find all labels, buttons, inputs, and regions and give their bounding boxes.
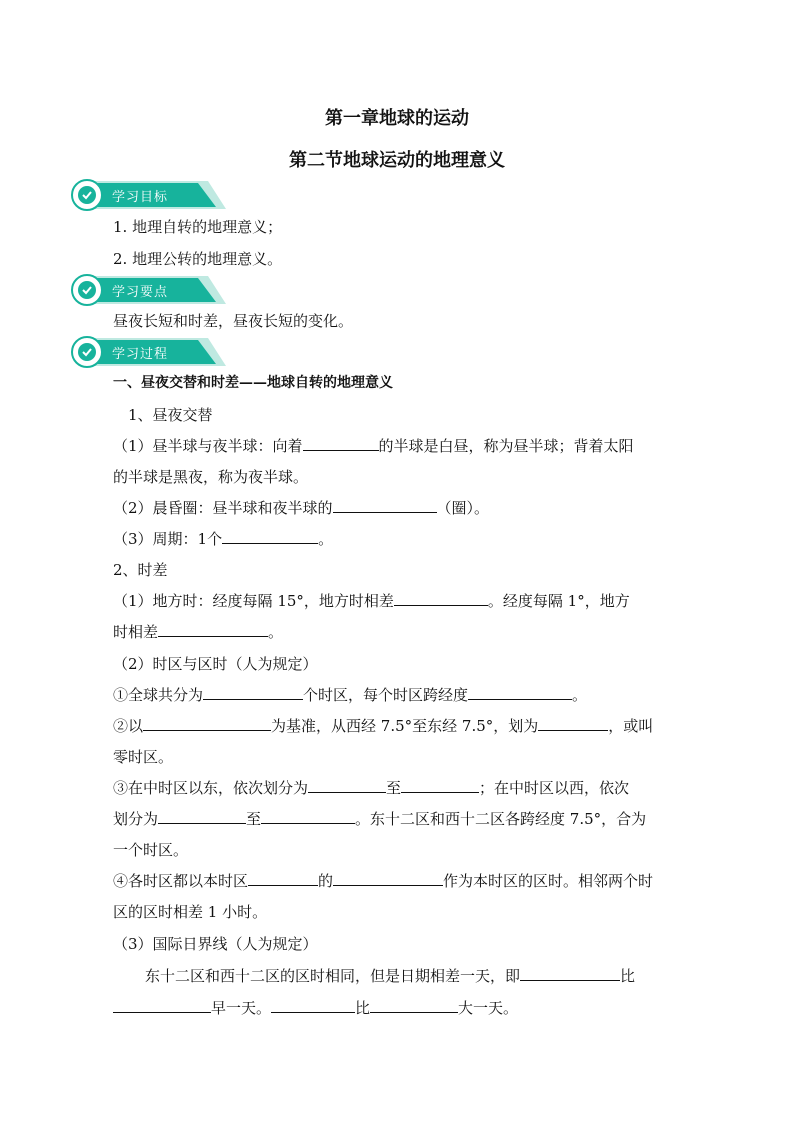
date-line-text-2 [113,997,518,1018]
para-night-hemisphere: 的半球是黑夜，称为夜半球。 [113,468,309,486]
item-2 [113,715,653,736]
text: 。东十二区和西十二区各跨经度 7.5°，合为 [355,810,647,828]
key-points-text: 昼夜长短和时差，昼夜长短的变化。 [113,312,354,330]
item-1 [113,684,587,705]
blank[interactable] [203,685,303,700]
banner-learning-objectives [70,178,230,212]
date-line-text [145,965,635,986]
banner-learning-process [70,335,230,369]
objective-1: 1. 地理自转的地理意义； [113,218,283,236]
chapter-title: 第一章地球的运动 [325,108,469,129]
blank[interactable] [538,716,608,731]
text: 东十二区和西十二区的区时相同，但是日期相差一天，即 [145,967,521,985]
blank[interactable] [333,871,443,886]
banner-label: 学习目标 [112,190,169,205]
subheading-time-difference: 2、时差 [113,561,168,579]
blank[interactable] [333,498,437,513]
text: 个时区，每个时区跨经度 [303,686,469,704]
blank[interactable] [143,716,271,731]
text: 划分为 [113,810,159,828]
text: ④各时区都以本时区 [113,872,249,890]
text: 至 [246,810,262,828]
item-3 [113,777,629,798]
text: ①全球共分为 [113,686,204,704]
blank[interactable] [271,998,355,1013]
text: 比 [620,967,636,985]
item-3-end: 一个时区。 [113,841,189,859]
text: 早一天。 [211,999,272,1017]
para-time-zones: （2）时区与区时（人为规定） [113,655,318,673]
blank[interactable] [248,871,318,886]
item-4-cont: 区的区时相差 1 小时。 [113,903,268,921]
text: （3）周期：1个 [113,530,223,548]
blank[interactable] [394,591,488,606]
text: 时相差 [113,623,159,641]
blank[interactable] [401,778,479,793]
item-2-cont: 零时区。 [113,748,174,766]
text: 至 [386,779,402,797]
text: 为基准，从西经 7.5°至东经 7.5°，划为 [271,717,539,735]
text: ③在中时区以东，依次划分为 [113,779,309,797]
blank[interactable] [222,529,318,544]
blank[interactable] [158,622,268,637]
text: （2）晨昏圈：昼半球和夜半球的 [113,499,333,517]
blank[interactable] [468,685,572,700]
text: 大一天。 [458,999,519,1017]
para-terminator [113,497,489,518]
text: 。 [318,530,334,548]
para-local-time-2 [113,621,283,642]
blank[interactable] [113,998,211,1013]
objective-2: 2. 地理公转的地理意义。 [113,250,283,268]
text: 。经度每隔 1°，地方 [487,592,630,610]
para-date-line: （3）国际日界线（人为规定） [113,935,318,953]
text: 。 [572,686,588,704]
para-period [113,528,333,549]
blank[interactable] [158,809,246,824]
section-title: 第二节地球运动的地理意义 [289,150,505,171]
text: 的 [318,872,334,890]
text: 的半球是白昼，称为昼半球；背着太阳 [378,437,634,455]
blank[interactable] [261,809,355,824]
blank[interactable] [520,966,620,981]
banner-label: 学习过程 [112,347,169,362]
para-local-time [113,590,630,611]
banner-label: 学习要点 [112,285,169,300]
blank[interactable] [303,436,379,451]
text: 。 [268,623,284,641]
text: 比 [355,999,371,1017]
banner-key-points [70,273,230,307]
process-heading: 一、昼夜交替和时差——地球自转的地理意义 [113,375,393,391]
item-4 [113,870,653,891]
para-day-hemisphere [113,435,634,456]
text: ②以 [113,717,144,735]
subheading-day-night: 1、昼夜交替 [128,406,213,424]
text: 作为本时区的区时。相邻两个时 [443,872,654,890]
item-3-cont [113,808,646,829]
text: （1）地方时：经度每隔 15°，地方时相差 [113,592,394,610]
text: ；在中时区以西，依次 [479,779,630,797]
text: ，或叫 [608,717,654,735]
blank[interactable] [308,778,386,793]
blank[interactable] [370,998,458,1013]
text: （1）昼半球与夜半球：向着 [113,437,303,455]
text: （圈）。 [436,499,490,517]
